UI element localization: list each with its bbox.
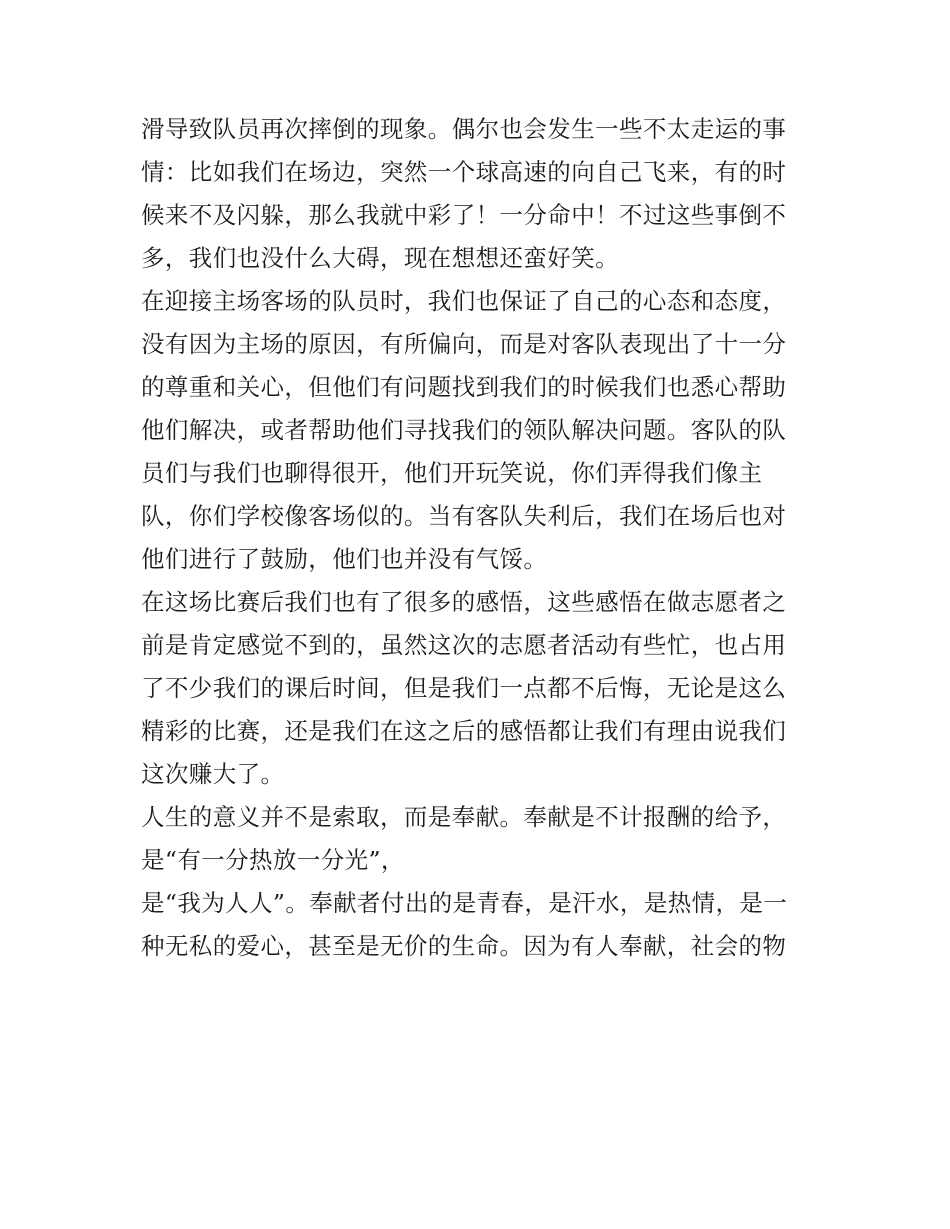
text-line: 了不少我们的课后时间，但是我们一点都不后悔，无论是这么 <box>141 674 787 702</box>
body-text <box>141 108 821 968</box>
text-line: 他们解决，或者帮助他们寻找我们的领队解决问题。客队的队 <box>141 416 787 444</box>
text-line: 前是肯定感觉不到的，虽然这次的志愿者活动有些忙，也占用 <box>141 631 787 659</box>
text-line: 是“有一分热放一分光”， <box>141 846 405 874</box>
text-line: 是“我为人人”。奉献者付出的是青春，是汗水，是热情，是一 <box>141 889 788 917</box>
text-line: 精彩的比赛，还是我们在这之后的感悟都让我们有理由说我们 <box>141 717 787 745</box>
text-line: 这次赚大了。 <box>141 760 285 788</box>
text-line: 的尊重和关心，但他们有问题找到我们的时候我们也悉心帮助 <box>141 373 787 401</box>
text-line: 多，我们也没什么大碍，现在想想还蛮好笑。 <box>141 244 619 272</box>
text-line: 他们进行了鼓励，他们也并没有气馁。 <box>141 545 548 573</box>
text-line: 人生的意义并不是索取，而是奉献。奉献是不计报酬的给予， <box>141 803 787 831</box>
text-line: 没有因为主场的原因，有所偏向，而是对客队表现出了十一分 <box>141 330 787 358</box>
text-line: 在这场比赛后我们也有了很多的感悟，这些感悟在做志愿者之 <box>141 588 787 616</box>
text-line: 队，你们学校像客场似的。当有客队失利后，我们在场后也对 <box>141 502 787 530</box>
text-line: 滑导致队员再次摔倒的现象。偶尔也会发生一些不太走运的事 <box>141 115 787 143</box>
text-line: 候来不及闪躲，那么我就中彩了！一分命中！不过这些事倒不 <box>141 201 787 229</box>
text-line: 在迎接主场客场的队员时，我们也保证了自己的心态和态度， <box>141 287 787 315</box>
text-line: 情：比如我们在场边，突然一个球高速的向自己飞来，有的时 <box>141 158 787 186</box>
text-line: 员们与我们也聊得很开，他们开玩笑说，你们弄得我们像主 <box>141 459 763 487</box>
text-line: 种无私的爱心，甚至是无价的生命。因为有人奉献，社会的物 <box>141 932 787 960</box>
